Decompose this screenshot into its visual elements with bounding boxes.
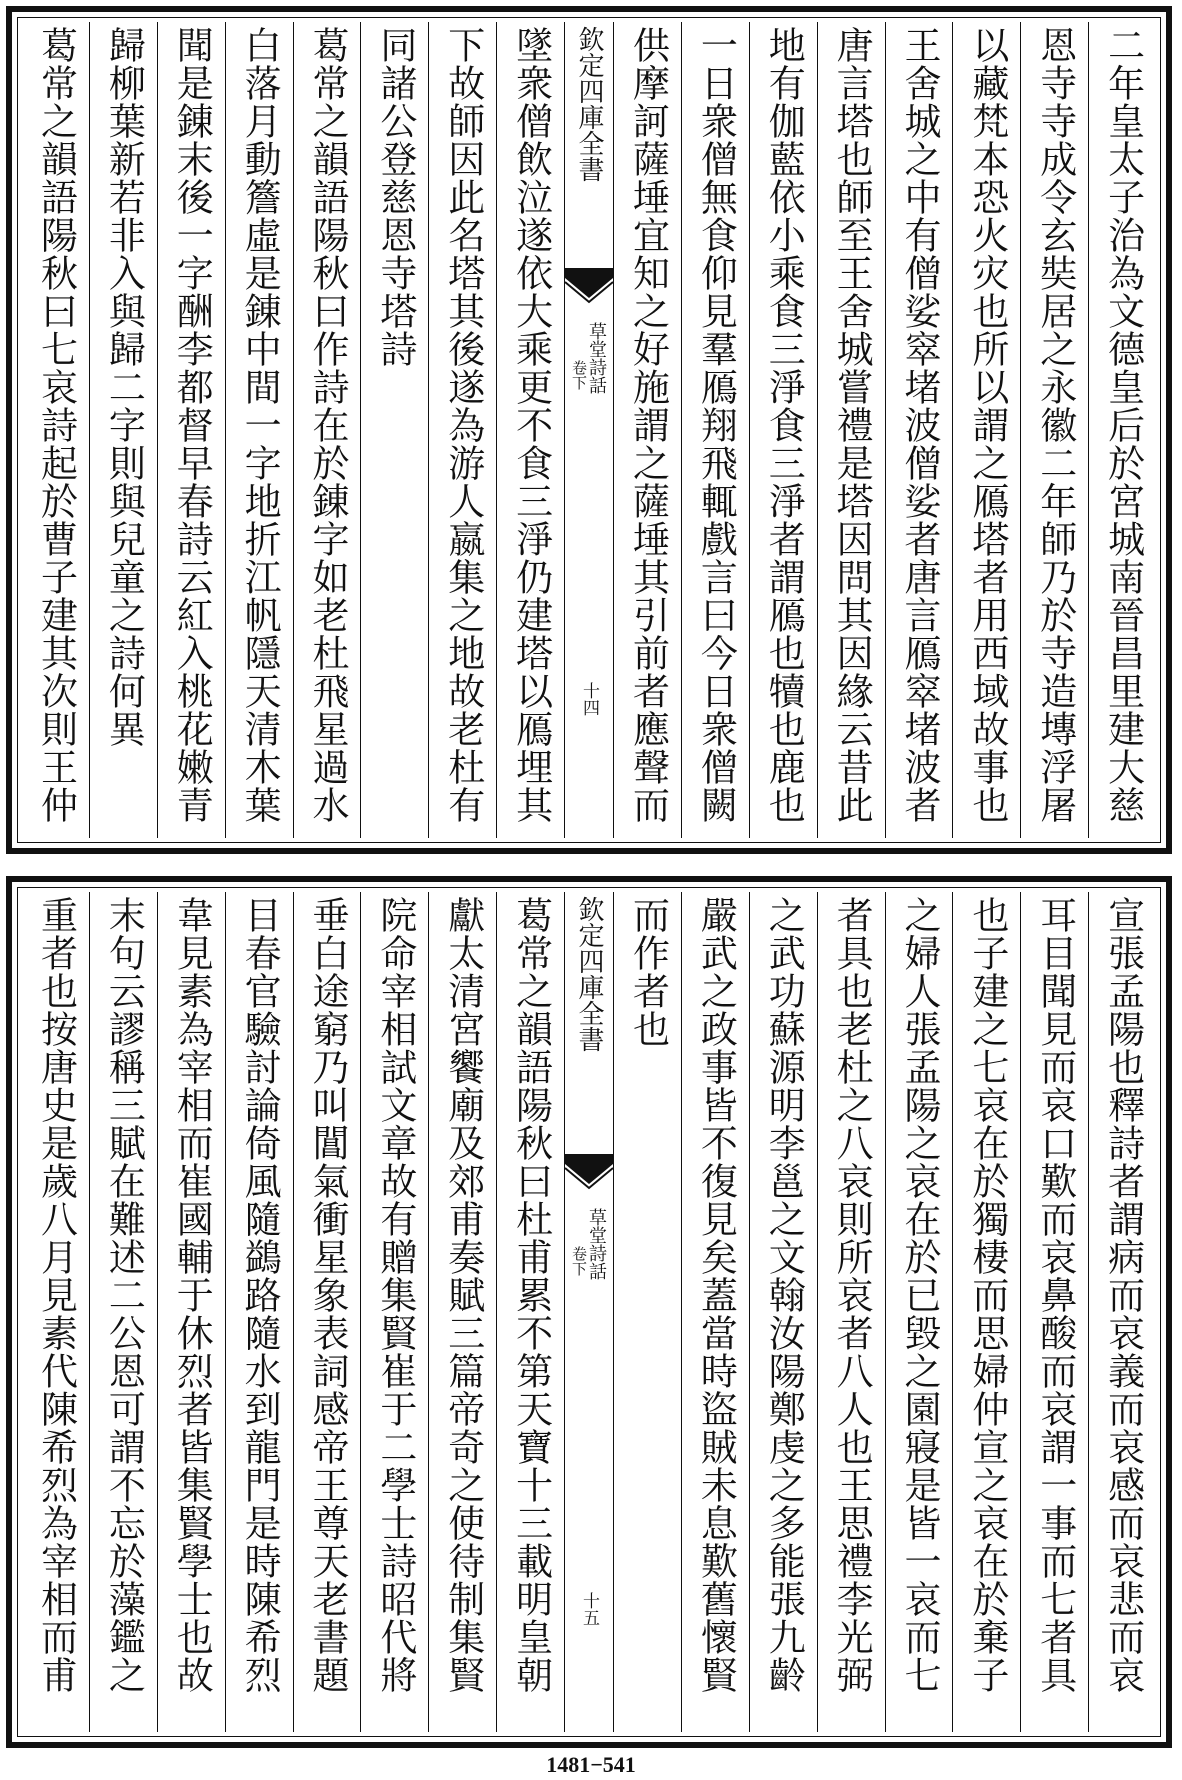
text-column (681, 22, 749, 838)
column-text: 嚴武之政事皆不復見矣蓋當時盜賊未息歎舊懷賢 (694, 896, 738, 1694)
book-title: 草堂詩話 (586, 1208, 607, 1280)
plate-number: 1481−541 (546, 1752, 636, 1777)
text-column (428, 22, 496, 838)
column-text: 院命宰相試文章故有贈集賢崔于二學士詩昭代將 (373, 896, 417, 1694)
page-top-columns (22, 22, 1156, 838)
column-text: 葛常之韻語陽秋曰七哀詩起於曹子建其次則王仲 (34, 26, 78, 824)
text-column (952, 22, 1020, 838)
text-column (1088, 892, 1156, 1732)
text-column (1088, 22, 1156, 838)
text-column (885, 892, 953, 1732)
volume-label: 卷下 (570, 360, 588, 390)
column-text: 而作者也 (626, 896, 670, 1048)
column-text: 墜衆僧飲泣遂依大乘更不食三淨仍建塔以鴈埋其 (509, 26, 553, 824)
center-spine (564, 22, 613, 838)
collection-title: 欽定四庫全書 (574, 26, 604, 182)
column-text: 下故師因此名塔其後遂為游人嬴集之地故老杜有 (441, 26, 485, 824)
column-text: 地有伽藍依小乘食三淨食三淨者謂鴈也犢也鹿也 (762, 26, 806, 824)
fish-tail-mark-icon (565, 1154, 613, 1196)
column-text: 者具也老杜之八哀則所哀者八人也王思禮李光弼 (830, 896, 874, 1694)
column-text: 二年皇太子治為文德皇后於宮城南晉昌里建大慈 (1101, 26, 1145, 824)
text-column (885, 22, 953, 838)
text-column (22, 22, 89, 838)
column-text: 一日衆僧無食仰見羣鴈翔飛輒戲言曰今日衆僧闕 (694, 26, 738, 824)
center-spine (564, 892, 613, 1732)
text-column (89, 892, 157, 1732)
column-text: 歸柳葉新若非入與歸二字則與兒童之詩何異 (102, 26, 146, 748)
column-text: 之武功蘇源明李邕之文翰汝陽鄭虔之多能張九齡 (762, 896, 806, 1694)
text-column (89, 22, 157, 838)
column-text: 葛常之韻語陽秋曰杜甫累不第天寶十三載明皇朝 (509, 896, 553, 1694)
text-column (749, 22, 817, 838)
book-title: 草堂詩話 (586, 322, 607, 394)
column-text: 王舍城之中有僧娑窣堵波僧娑者唐言鴈窣堵波者 (897, 26, 941, 824)
text-column (613, 22, 681, 838)
text-column (157, 22, 225, 838)
collection-title: 欽定四庫全書 (574, 896, 604, 1052)
page-bottom-columns (22, 892, 1156, 1732)
column-text: 宣張孟陽也釋詩者謂病而哀義而哀感而哀悲而哀 (1101, 896, 1145, 1694)
column-text: 恩寺寺成令玄奘居之永徽二年師乃於寺造塼浮屠 (1033, 26, 1077, 824)
text-column (360, 892, 428, 1732)
column-text: 垂白途窮乃叫閶氣衝星象表詞感帝王尊天老書題 (305, 896, 349, 1694)
text-column (157, 892, 225, 1732)
column-text: 末句云謬稱三賦在難述二公恩可謂不忘於藻鑑之 (102, 896, 146, 1694)
column-text: 獻太清宮饗廟及郊甫奏賦三篇帝奇之使待制集賢 (441, 896, 485, 1694)
column-text: 重者也按唐史是歲八月見素代陳希烈為宰相而甫 (34, 896, 78, 1694)
text-column (293, 892, 361, 1732)
column-text: 韋見素為宰相而崔國輔于休烈者皆集賢學士也故 (170, 896, 214, 1694)
column-text: 白落月動簷虛是錬中間一字地折江帆隱天清木葉 (238, 26, 282, 824)
text-column (496, 892, 564, 1732)
text-column (496, 22, 564, 838)
text-column (22, 892, 89, 1732)
text-column (293, 22, 361, 838)
text-column (817, 892, 885, 1732)
column-text: 葛常之韻語陽秋曰作詩在於錬字如老杜飛星過水 (305, 26, 349, 824)
text-column (225, 22, 293, 838)
page-number: 十四 (579, 682, 599, 716)
column-text: 唐言塔也師至王舍城嘗禮是塔因問其因緣云昔此 (830, 26, 874, 824)
column-text: 耳目聞見而哀口歎而哀鼻酸而哀謂一事而七者具 (1033, 896, 1077, 1694)
volume-label: 卷下 (570, 1246, 588, 1276)
column-text: 同諸公登慈恩寺塔詩 (373, 26, 417, 368)
fish-tail-mark-icon (565, 268, 613, 310)
column-text: 供摩訶薩埵宜知之好施謂之薩埵其引前者應聲而 (626, 26, 670, 824)
column-text: 之婦人張孟陽之哀在於已毀之園寢是皆一哀而七 (897, 896, 941, 1694)
text-column (1020, 22, 1088, 838)
text-column (681, 892, 749, 1732)
page-number: 十五 (579, 1592, 599, 1626)
text-column (428, 892, 496, 1732)
text-column (1020, 892, 1088, 1732)
text-column (225, 892, 293, 1732)
column-text: 以藏梵本恐火灾也所以謂之鴈塔者用西域故事也 (965, 26, 1009, 824)
page-bottom (6, 876, 1172, 1748)
text-column (749, 892, 817, 1732)
column-text: 聞是錬末後一字酬李都督早春詩云紅入桃花嫩青 (170, 26, 214, 824)
text-column (360, 22, 428, 838)
text-column (613, 892, 681, 1732)
page-top (6, 6, 1172, 854)
text-column (817, 22, 885, 838)
text-column (952, 892, 1020, 1732)
column-text: 目春官驗討論倚風隨鷁路隨水到龍門是時陳希烈 (238, 896, 282, 1694)
column-text: 也子建之七哀在於獨棲而思婦仲宣之哀在於棄子 (965, 896, 1009, 1694)
